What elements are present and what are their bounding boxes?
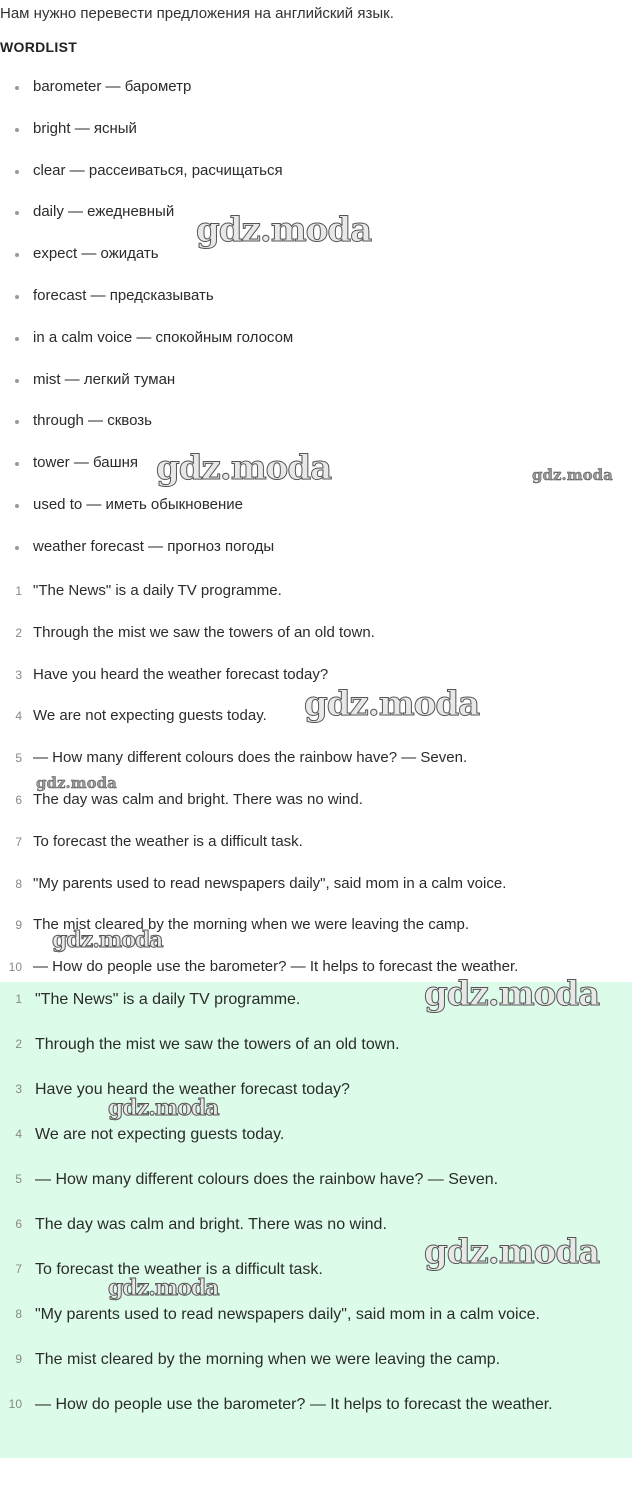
answer-list — [0, 990, 632, 1440]
watermark: gdz.moda — [108, 1275, 219, 1301]
watermark: gdz.moda — [304, 684, 480, 724]
sentence-item: 2 Through the mist we saw the towers of an old town. — [15, 623, 375, 641]
bullet-icon — [15, 420, 19, 424]
list-item: barometer — барометр — [0, 78, 632, 120]
sentence-item: 9 The mist cleared by the morning when we were leaving the camp. — [15, 916, 470, 934]
bullet-icon — [15, 253, 19, 257]
bullet-icon — [15, 86, 19, 90]
sentence-item: 4 We are not expecting guests today. — [15, 707, 267, 725]
bullet-icon — [15, 504, 19, 508]
list-item: weather forecast — прогноз погоды — [0, 538, 632, 580]
answer-item: 6 The day was calm and bright. There was no wind. — [15, 1216, 387, 1233]
watermark: gdz.moda — [196, 210, 372, 250]
answer-item: 10 — How do people use the barometer? — It helps to forecast the weather. — [8, 1396, 553, 1413]
list-item: daily — ежедневный — [0, 203, 632, 245]
wordlist — [0, 78, 632, 580]
sentence-item: 5 — How many different colours does the rainbow have? — Seven. — [15, 749, 468, 767]
answer-item: 3 Have you heard the weather forecast today? — [15, 1081, 350, 1098]
bullet-icon — [15, 337, 19, 341]
bullet-icon — [15, 170, 19, 174]
list-item: through — сквозь — [0, 412, 632, 454]
list-item: expect — ожидать — [0, 245, 632, 287]
answer-item: 4 We are not expecting guests today. — [15, 1126, 285, 1143]
answer-item: 9 The mist cleared by the morning when we were leaving the camp. — [15, 1351, 501, 1368]
answer-item: 8 "My parents used to read newspapers daily", said mom in a calm voice. — [15, 1306, 540, 1323]
list-item: bright — ясный — [0, 120, 632, 162]
list-item: forecast — предсказывать — [0, 287, 632, 329]
bullet-icon — [15, 462, 19, 466]
watermark: gdz.moda — [532, 466, 613, 484]
watermark: gdz.moda — [52, 927, 163, 953]
sentence-item: 7 To forecast the weather is a difficult task. — [15, 832, 303, 850]
sentence-item: 6 The day was calm and bright. There was no wind. — [15, 790, 363, 808]
bullet-icon — [15, 211, 19, 215]
watermark: gdz.moda — [36, 774, 117, 792]
answer-item: 1 "The News" is a daily TV programme. — [15, 991, 301, 1008]
list-item: clear — рассеиваться, расчищаться — [0, 162, 632, 204]
sentence-item: 3 Have you heard the weather forecast today? — [15, 665, 329, 683]
bullet-icon — [15, 128, 19, 132]
sentence-item: 1 "The News" is a daily TV programme. — [15, 582, 282, 599]
watermark: gdz.moda — [156, 448, 332, 488]
intro-text: Нам нужно перевести предложения на английский язык. — [0, 5, 394, 22]
answer-item: 7 To forecast the weather is a difficult task. — [15, 1261, 323, 1278]
sentence-item: 10 — How do people use the barometer? — It helps to forecast the weather. — [8, 958, 519, 976]
answer-item: 2 Through the mist we saw the towers of an old town. — [15, 1036, 400, 1053]
answer-box — [0, 982, 632, 1458]
list-item: in a calm voice — спокойным голосом — [0, 329, 632, 371]
watermark: gdz.moda — [108, 1095, 219, 1121]
list-item: mist — легкий туман — [0, 371, 632, 413]
watermark: gdz.moda — [424, 974, 600, 1014]
watermark: gdz.moda — [424, 1232, 600, 1272]
list-item: used to — иметь обыкновение — [0, 496, 632, 538]
wordlist-heading: WORDLIST — [0, 39, 78, 55]
bullet-icon — [15, 379, 19, 383]
bullet-icon — [15, 546, 19, 550]
list-item: tower — башня — [0, 454, 632, 496]
answer-item: 5 — How many different colours does the rainbow have? — Seven. — [15, 1171, 499, 1188]
sentence-item: 8 "My parents used to read newspapers daily", said mom in a calm voice. — [15, 874, 507, 892]
bullet-icon — [15, 295, 19, 299]
